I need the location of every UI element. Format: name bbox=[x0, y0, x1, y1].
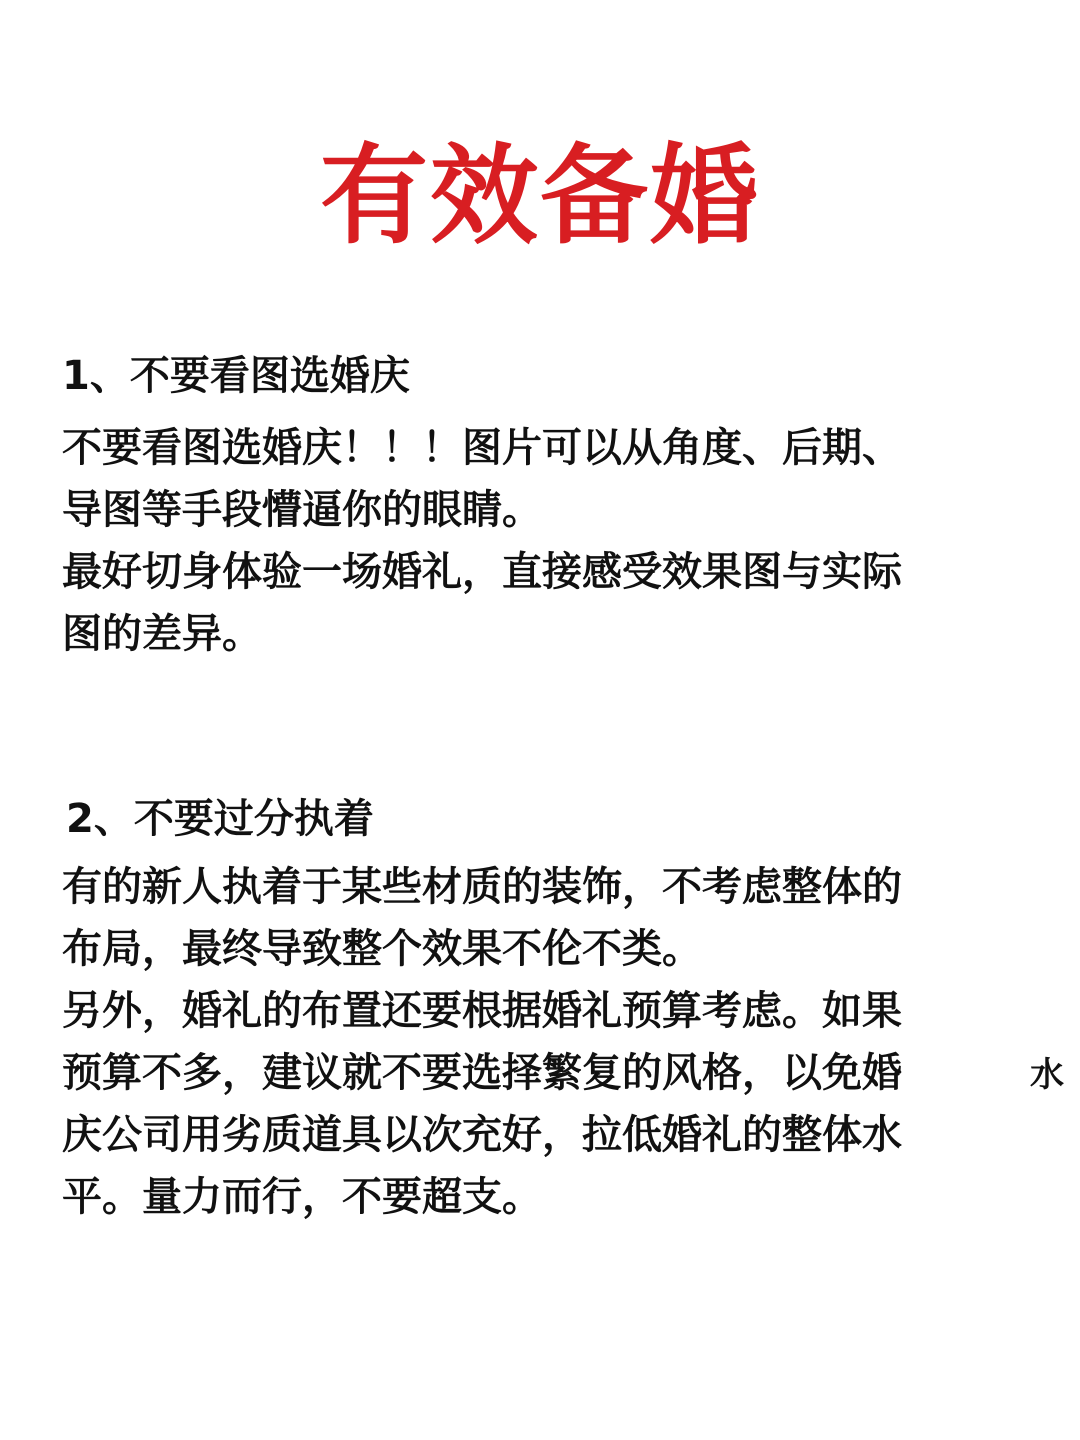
section-1-line-1: 不要看图选婚庆！！！图片可以从角度、后期、 bbox=[62, 425, 902, 471]
section-1-line-4: 图的差异。 bbox=[62, 611, 262, 657]
section-2-line-4: 预算不多，建议就不要选择繁复的风格，以免婚 bbox=[62, 1050, 902, 1096]
section-2-heading: 2、不要过分执着 bbox=[66, 796, 374, 842]
section-1-line-2: 导图等手段懵逼你的眼睛。 bbox=[62, 487, 542, 533]
section-2-line-5: 庆公司用劣质道具以次充好，拉低婚礼的整体水 bbox=[62, 1112, 902, 1158]
edge-text-fragment: 水 bbox=[1030, 1055, 1064, 1095]
section-1 bbox=[62, 343, 1022, 665]
section-1-line-3: 最好切身体验一场婚礼，直接感受效果图与实际 bbox=[62, 549, 902, 595]
section-2-line-2: 布局，最终导致整个效果不伦不类。 bbox=[62, 926, 702, 972]
page-title: 有效备婚 bbox=[319, 134, 760, 259]
section-2-line-3: 另外，婚礼的布置还要根据婚礼预算考虑。如果 bbox=[62, 988, 902, 1034]
section-2-line-6: 平。量力而行，不要超支。 bbox=[62, 1174, 542, 1220]
section-2 bbox=[62, 786, 1022, 1228]
section-1-heading: 1、不要看图选婚庆 bbox=[62, 353, 410, 399]
section-2-line-1: 有的新人执着于某些材质的装饰，不考虑整体的 bbox=[62, 864, 902, 910]
section-2-body bbox=[62, 856, 1022, 1228]
section-1-body bbox=[62, 417, 1022, 665]
